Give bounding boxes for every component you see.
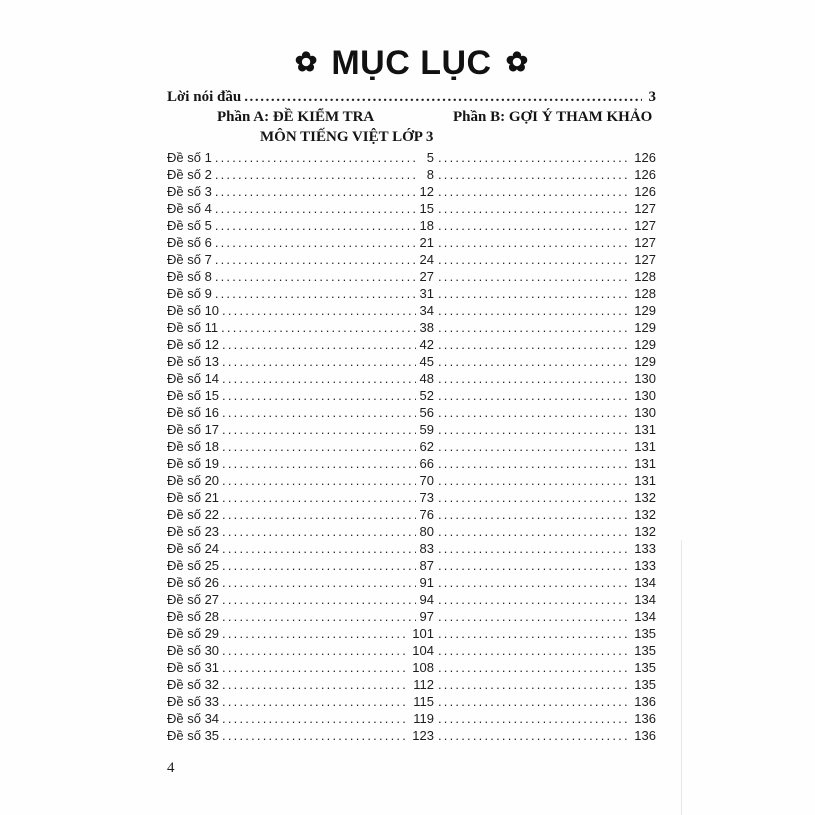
- page-title: [167, 44, 656, 83]
- toc-row: [167, 268, 656, 285]
- part-a-page-number: 94: [419, 592, 434, 607]
- dot-leader: [212, 285, 416, 302]
- toc-row: [167, 353, 656, 370]
- dot-leader: [435, 319, 629, 336]
- dot-leader: [219, 676, 409, 693]
- toc-row-part-a: [167, 166, 435, 183]
- toc-row: [167, 710, 656, 727]
- dot-leader: [435, 659, 629, 676]
- toc-row-label: Đề số 24: [167, 541, 220, 556]
- preface-label: Lời nói đầu: [167, 89, 242, 105]
- dot-leader: [219, 302, 415, 319]
- part-a-page-number: 15: [419, 201, 434, 216]
- toc-row-part-a: [167, 472, 435, 489]
- dot-leader: [435, 557, 629, 574]
- toc-row-part-a: [167, 540, 435, 557]
- dot-leader: [435, 387, 629, 404]
- part-b-page-number: 135: [634, 660, 656, 675]
- part-a-page-number: 104: [412, 643, 434, 658]
- dot-leader: [435, 574, 629, 591]
- part-a-page-number: 18: [419, 218, 434, 233]
- toc-row-part-a: [167, 710, 435, 727]
- toc-row: [167, 166, 656, 183]
- dot-leader: [435, 625, 629, 642]
- part-a-page-number: 56: [419, 405, 434, 420]
- toc-row-part-a: [167, 438, 435, 455]
- dot-leader: [435, 234, 629, 251]
- part-a-page-number: 8: [426, 167, 434, 182]
- toc-row: [167, 421, 656, 438]
- part-b-page-number: 136: [634, 728, 656, 743]
- toc-row-part-a: [167, 268, 435, 285]
- part-b-page-number: 131: [634, 422, 656, 437]
- dot-leader: [219, 625, 408, 642]
- part-a-page-number: 59: [419, 422, 434, 437]
- part-a-page-number: 45: [419, 354, 434, 369]
- part-b-page-number: 136: [634, 694, 656, 709]
- part-a-page-number: 70: [419, 473, 434, 488]
- part-a-page-number: 115: [413, 694, 434, 709]
- dot-leader: [219, 727, 408, 744]
- title-text: MỤC LỤC: [331, 44, 492, 82]
- dot-leader: [435, 642, 629, 659]
- toc-row: [167, 506, 656, 523]
- part-a-page-number: 31: [419, 286, 434, 301]
- dot-leader: [435, 693, 629, 710]
- part-a-title-line2: MÔN TIẾNG VIỆT LỚP 3: [260, 129, 434, 145]
- preface-page-number: 3: [648, 89, 656, 105]
- toc-row-part-a: [167, 285, 435, 302]
- toc-row-part-a: [167, 625, 435, 642]
- part-b-page-number: 129: [634, 354, 656, 369]
- toc-row-label: Đề số 20: [167, 473, 220, 488]
- dot-leader: [435, 149, 629, 166]
- dot-leader: [435, 183, 629, 200]
- toc-row: [167, 183, 656, 200]
- toc-row-label: Đề số 32: [167, 677, 220, 692]
- dot-leader: [435, 353, 629, 370]
- part-a-page-number: 24: [419, 252, 434, 267]
- folio-page-number: 4: [167, 760, 175, 776]
- dot-leader: [219, 472, 415, 489]
- part-b-page-number: 133: [634, 541, 656, 556]
- toc-row: [167, 472, 656, 489]
- dot-leader: [212, 217, 416, 234]
- toc-row: [167, 489, 656, 506]
- toc-row-label: Đề số 34: [167, 711, 220, 726]
- toc-row-part-a: [167, 676, 435, 693]
- dot-leader: [219, 574, 415, 591]
- toc-row-label: Đề số 33: [167, 694, 220, 709]
- toc-row: [167, 659, 656, 676]
- toc-row-part-a: [167, 608, 435, 625]
- part-b-page-number: 131: [634, 473, 656, 488]
- toc-row: [167, 727, 656, 744]
- dot-leader: [435, 421, 629, 438]
- dot-leader: [219, 387, 415, 404]
- toc-row: [167, 438, 656, 455]
- dot-leader: [435, 438, 629, 455]
- part-a-page-number: 62: [419, 439, 434, 454]
- toc-row: [167, 149, 656, 166]
- part-b-page-number: 127: [634, 201, 656, 216]
- toc-row-part-a: [167, 319, 435, 336]
- part-a-page-number: 87: [419, 558, 434, 573]
- toc-row-part-a: [167, 404, 435, 421]
- toc-row-label: Đề số 15: [167, 388, 220, 403]
- toc-row-label: Đề số 4: [167, 201, 212, 216]
- part-b-page-number: 132: [634, 507, 656, 522]
- dot-leader: [435, 727, 629, 744]
- dot-leader: [219, 591, 415, 608]
- toc-row-label: Đề số 8: [167, 269, 212, 284]
- part-a-page-number: 12: [419, 184, 434, 199]
- toc-row: [167, 302, 656, 319]
- toc-row-label: Đề số 2: [167, 167, 212, 182]
- toc-row-label: Đề số 13: [167, 354, 220, 369]
- part-a-page-number: 91: [419, 575, 434, 590]
- toc-row: [167, 234, 656, 251]
- toc-row-part-a: [167, 217, 435, 234]
- part-a-page-number: 76: [419, 507, 434, 522]
- dot-leader: [435, 608, 629, 625]
- dot-leader: [219, 523, 415, 540]
- toc-rows: [167, 149, 656, 744]
- dot-leader: [219, 540, 415, 557]
- part-b-page-number: 135: [634, 626, 656, 641]
- dot-leader: [219, 404, 415, 421]
- dot-leader: [241, 89, 642, 106]
- toc-row-label: Đề số 1: [167, 150, 212, 165]
- part-a-page-number: 48: [419, 371, 434, 386]
- dot-leader: [219, 710, 409, 727]
- part-a-page-number: 108: [412, 660, 434, 675]
- toc-row: [167, 370, 656, 387]
- dot-leader: [435, 166, 629, 183]
- toc-row: [167, 217, 656, 234]
- toc-row-part-a: [167, 489, 435, 506]
- dot-leader: [435, 404, 629, 421]
- toc-row: [167, 336, 656, 353]
- toc-row-part-a: [167, 523, 435, 540]
- dot-leader: [219, 353, 415, 370]
- dot-leader: [219, 506, 415, 523]
- dot-leader: [435, 472, 629, 489]
- toc-row-part-a: [167, 387, 435, 404]
- part-a-page-number: 119: [413, 711, 434, 726]
- dot-leader: [212, 149, 419, 166]
- toc-row-part-a: [167, 251, 435, 268]
- part-b-page-number: 131: [634, 456, 656, 471]
- part-a-page-number: 66: [419, 456, 434, 471]
- dot-leader: [435, 217, 629, 234]
- dot-leader: [219, 336, 415, 353]
- parts-header: [167, 109, 656, 151]
- dot-leader: [212, 234, 416, 251]
- part-b-page-number: 128: [634, 286, 656, 301]
- dot-leader: [435, 455, 629, 472]
- toc-row: [167, 574, 656, 591]
- part-b-page-number: 135: [634, 643, 656, 658]
- toc-row-part-a: [167, 574, 435, 591]
- dot-leader: [435, 489, 629, 506]
- toc-row-part-a: [167, 200, 435, 217]
- part-b-page-number: 129: [634, 337, 656, 352]
- dot-leader: [435, 336, 629, 353]
- toc-row: [167, 285, 656, 302]
- preface-row: [167, 89, 656, 106]
- dot-leader: [435, 591, 629, 608]
- toc-row-part-a: [167, 183, 435, 200]
- part-b-page-number: 126: [634, 150, 656, 165]
- toc-row: [167, 625, 656, 642]
- toc-row: [167, 540, 656, 557]
- toc-row: [167, 523, 656, 540]
- dot-leader: [435, 302, 629, 319]
- dot-leader: [435, 285, 629, 302]
- part-a-page-number: 83: [419, 541, 434, 556]
- toc-row-label: Đề số 28: [167, 609, 220, 624]
- dot-leader: [212, 251, 416, 268]
- dot-leader: [435, 251, 629, 268]
- toc-row: [167, 387, 656, 404]
- toc-row-label: Đề số 10: [167, 303, 220, 318]
- part-b-page-number: 136: [634, 711, 656, 726]
- toc-row-part-a: [167, 455, 435, 472]
- part-a-page-number: 101: [412, 626, 434, 641]
- dot-leader: [435, 540, 629, 557]
- toc-row-part-a: [167, 727, 435, 744]
- dot-leader: [219, 557, 415, 574]
- toc-row-label: Đề số 16: [167, 405, 220, 420]
- page-edge-line: [681, 540, 682, 815]
- toc-row-label: Đề số 29: [167, 626, 220, 641]
- part-a-page-number: 27: [419, 269, 434, 284]
- part-b-page-number: 126: [634, 167, 656, 182]
- dot-leader: [219, 489, 415, 506]
- dot-leader: [219, 642, 408, 659]
- flower-icon: ✿: [505, 47, 529, 77]
- toc-row-part-a: [167, 557, 435, 574]
- toc-row: [167, 608, 656, 625]
- part-a-page-number: 73: [419, 490, 434, 505]
- toc-row-part-a: [167, 591, 435, 608]
- flower-icon: ✿: [294, 47, 318, 77]
- dot-leader: [212, 166, 419, 183]
- toc-row-label: Đề số 25: [167, 558, 220, 573]
- toc-row-part-a: [167, 659, 435, 676]
- part-b-page-number: 129: [634, 303, 656, 318]
- toc-row: [167, 251, 656, 268]
- toc-row-label: Đề số 17: [167, 422, 220, 437]
- dot-leader: [435, 370, 629, 387]
- dot-leader: [219, 421, 415, 438]
- toc-row: [167, 676, 656, 693]
- dot-leader: [212, 183, 416, 200]
- toc-row-label: Đề số 3: [167, 184, 212, 199]
- dot-leader: [212, 268, 416, 285]
- toc-row-label: Đề số 22: [167, 507, 220, 522]
- dot-leader: [435, 710, 629, 727]
- part-b-page-number: 128: [634, 269, 656, 284]
- toc-row-label: Đề số 14: [167, 371, 220, 386]
- part-b-page-number: 130: [634, 371, 656, 386]
- toc-row-label: Đề số 9: [167, 286, 212, 301]
- part-a-page-number: 123: [412, 728, 434, 743]
- dot-leader: [219, 659, 408, 676]
- part-b-page-number: 127: [634, 218, 656, 233]
- toc-row-part-a: [167, 421, 435, 438]
- toc-row-label: Đề số 19: [167, 456, 220, 471]
- toc-row-part-a: [167, 353, 435, 370]
- part-a-page-number: 42: [419, 337, 434, 352]
- toc-row-label: Đề số 31: [167, 660, 220, 675]
- toc-row-part-a: [167, 336, 435, 353]
- dot-leader: [218, 319, 415, 336]
- part-b-page-number: 132: [634, 490, 656, 505]
- part-b-page-number: 135: [634, 677, 656, 692]
- dot-leader: [435, 200, 629, 217]
- toc-row-label: Đề số 27: [167, 592, 220, 607]
- part-a-page-number: 21: [419, 235, 434, 250]
- part-a-page-number: 38: [419, 320, 434, 335]
- toc-row-label: Đề số 35: [167, 728, 220, 743]
- part-b-page-number: 132: [634, 524, 656, 539]
- toc-row: [167, 591, 656, 608]
- dot-leader: [435, 676, 629, 693]
- part-a-page-number: 112: [413, 677, 434, 692]
- part-b-page-number: 129: [634, 320, 656, 335]
- toc-row: [167, 404, 656, 421]
- dot-leader: [219, 370, 415, 387]
- dot-leader: [219, 608, 415, 625]
- toc-row-part-a: [167, 642, 435, 659]
- toc-row-label: Đề số 12: [167, 337, 220, 352]
- part-a-page-number: 97: [419, 609, 434, 624]
- toc-row-label: Đề số 30: [167, 643, 220, 658]
- toc-row-part-a: [167, 302, 435, 319]
- toc-row-label: Đề số 5: [167, 218, 212, 233]
- part-b-page-number: 130: [634, 388, 656, 403]
- part-b-page-number: 130: [634, 405, 656, 420]
- toc-row-label: Đề số 18: [167, 439, 220, 454]
- toc-row: [167, 557, 656, 574]
- toc-row: [167, 693, 656, 710]
- toc-row-part-a: [167, 234, 435, 251]
- toc-row-label: Đề số 11: [167, 320, 219, 335]
- dot-leader: [219, 693, 409, 710]
- part-b-page-number: 127: [634, 252, 656, 267]
- toc-row-part-a: [167, 506, 435, 523]
- part-a-page-number: 5: [426, 150, 434, 165]
- toc-row: [167, 642, 656, 659]
- part-b-page-number: 134: [634, 609, 656, 624]
- toc-row-part-a: [167, 370, 435, 387]
- toc-row-label: Đề số 21: [167, 490, 220, 505]
- dot-leader: [435, 268, 629, 285]
- part-b-page-number: 133: [634, 558, 656, 573]
- toc-row: [167, 455, 656, 472]
- dot-leader: [219, 455, 415, 472]
- part-b-title: Phần B: GỢI Ý THAM KHẢO: [453, 109, 653, 125]
- part-a-page-number: 34: [419, 303, 434, 318]
- part-b-page-number: 127: [634, 235, 656, 250]
- dot-leader: [435, 506, 629, 523]
- part-a-title-line1: Phần A: ĐỀ KIỂM TRA: [217, 109, 375, 125]
- toc-row-label: Đề số 6: [167, 235, 212, 250]
- toc-row: [167, 319, 656, 336]
- toc-row-label: Đề số 7: [167, 252, 212, 267]
- part-a-page-number: 80: [419, 524, 434, 539]
- part-b-page-number: 134: [634, 592, 656, 607]
- dot-leader: [435, 523, 629, 540]
- toc-row: [167, 200, 656, 217]
- part-b-page-number: 131: [634, 439, 656, 454]
- part-b-page-number: 126: [634, 184, 656, 199]
- toc-row-label: Đề số 26: [167, 575, 220, 590]
- part-a-page-number: 52: [419, 388, 434, 403]
- toc-row-part-a: [167, 149, 435, 166]
- dot-leader: [212, 200, 416, 217]
- part-b-page-number: 134: [634, 575, 656, 590]
- dot-leader: [219, 438, 415, 455]
- toc-row-part-a: [167, 693, 435, 710]
- toc-row-label: Đề số 23: [167, 524, 220, 539]
